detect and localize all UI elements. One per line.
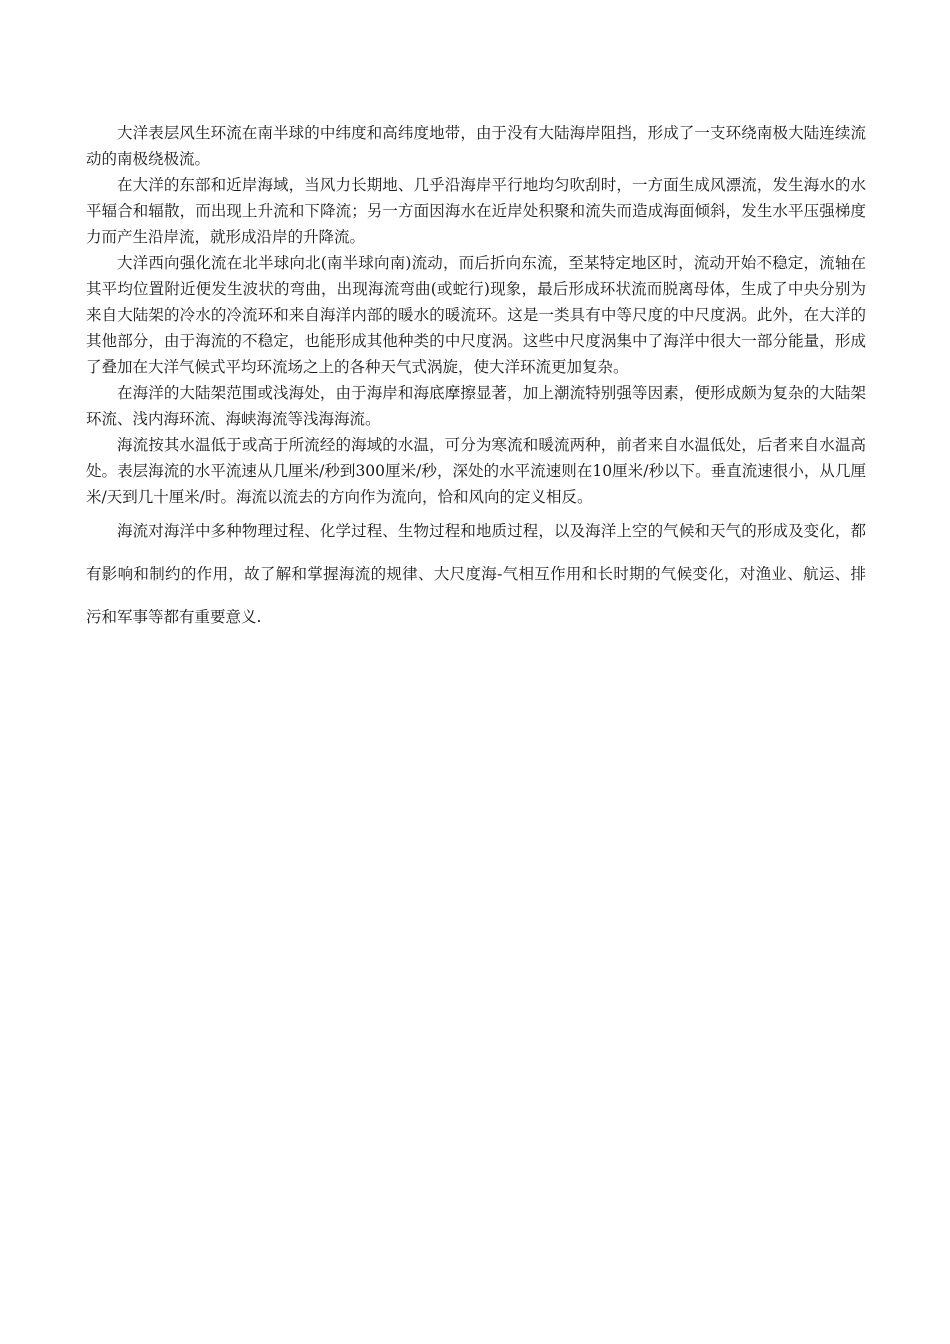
paragraph-shelf-circulation: 在海洋的大陆架范围或浅海处，由于海岸和海底摩擦显著，加上潮流特别强等因素，便形成颇为复杂的大陆架环流、浅内海环流、海峡海流等浅海海流。 [86,384,866,428]
document-body [86,120,866,639]
paragraph-coastal-upwelling: 在大洋的东部和近岸海域，当风力长期地、几乎沿海岸平行地均匀吹刮时，一方面生成风漂流，发生海水的水平辐合和辐散，而出现上升流和下降流；另一方面因海水在近岸处积聚和流失而造成海面倾斜，发生水平压强梯度力而产生沿岸流，就形成沿岸的升降流。 [86,176,866,246]
paragraph-significance: 海流对海洋中多种物理过程、化学过程、生物过程和地质过程，以及海洋上空的气候和天气的形成及变化，都有影响和制约的作用，故了解和掌握海流的规律、大尺度海-气相互作用和长时期的气候变化，对渔业、航运、排污和军事等都有重要意义. [86,522,866,626]
paragraph-mesoscale-eddies: 大洋西向强化流在北半球向北(南半球向南)流动，而后折向东流，至某特定地区时，流动开始不稳定，流轴在其平均位置附近便发生波状的弯曲，出现海流弯曲(或蛇行)现象，最后形成环状流而脱离母体，生成了中央分别为来自大陆架的冷水的冷流环和来自海洋内部的暖水的暖流环。这是一类具有中等尺度的中尺度涡。此外，在大洋的其他部分，由于海流的不稳定，也能形成其他种类的中尺度涡。这些中尺度涡集中了海洋中很大一部分能量，形成了叠加在大洋气候式平均环流场之上的各种天气式涡旋，使大洋环流更加复杂。 [86,254,866,376]
paragraph-warm-cold-currents: 海流按其水温低于或高于所流经的海域的水温，可分为寒流和暖流两种，前者来自水温低处，后者来自水温高处。表层海流的水平流速从几厘米/秒到300厘米/秒，深处的水平流速则在10厘米/秒以下。垂直流速很小，从几厘米/天到几十厘米/时。海流以流去的方向作为流向，恰和风向的定义相反。 [86,436,866,506]
paragraph-antarctic-circumpolar-current: 大洋表层风生环流在南半球的中纬度和高纬度地带，由于没有大陆海岸阻挡，形成了一支环绕南极大陆连续流动的南极绕极流。 [86,124,866,168]
